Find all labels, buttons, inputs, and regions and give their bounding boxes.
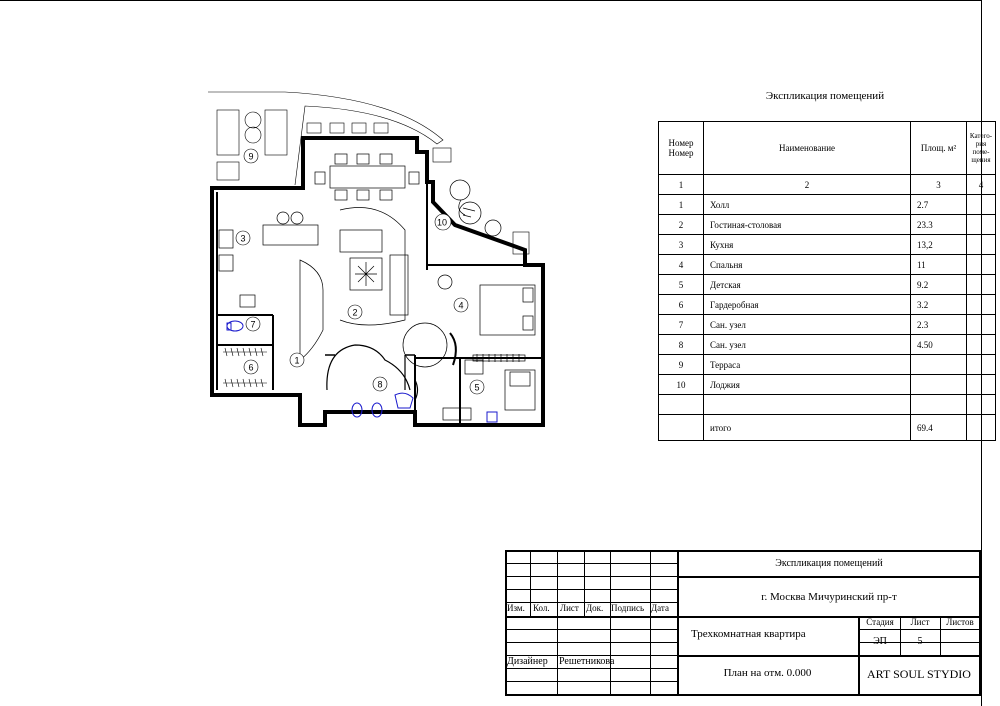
row-area: 9.2 [911, 275, 967, 295]
table-row [659, 215, 996, 235]
row-name: Гостиная-столовая [704, 215, 911, 235]
row-number: 10 [659, 375, 704, 395]
row-number: 2 [659, 215, 704, 235]
header-name: Наименование [704, 122, 911, 175]
table-row [659, 235, 996, 255]
room-number-4: 4 [458, 300, 464, 311]
row-name [704, 395, 911, 415]
row-number: 9 [659, 355, 704, 375]
room-marker-10 [435, 214, 451, 230]
row-area: 23.3 [911, 215, 967, 235]
room-number-6: 6 [248, 362, 254, 373]
room-number-1: 1 [294, 355, 300, 366]
header-area: Площ. м² [911, 122, 967, 175]
column-number: 2 [704, 175, 911, 195]
row-name: Сан. узел [704, 315, 911, 335]
stamp-project: Трехкомнатная квартира [691, 628, 806, 640]
row-number: 7 [659, 315, 704, 335]
row-area: 4.50 [911, 335, 967, 355]
column-number: 3 [911, 175, 967, 195]
room-marker-5 [470, 380, 484, 394]
table-row [659, 315, 996, 335]
row-name: Гардеробная [704, 295, 911, 315]
room-marker-4 [454, 298, 468, 312]
terrace-loungers [217, 110, 287, 155]
room-number-10: 10 [437, 217, 448, 228]
col-header-izm: Изм. [507, 603, 525, 613]
room-number-3: 3 [240, 233, 246, 244]
table-row [659, 195, 996, 215]
sheet-top-border [0, 0, 981, 1]
table-row [659, 395, 996, 415]
row-number: 1 [659, 195, 704, 215]
table-row [659, 355, 996, 375]
room-marker-8 [373, 377, 387, 391]
header-category: Катего-рия поме-щения [967, 122, 996, 175]
row-area: 3.2 [911, 295, 967, 315]
row-category [967, 395, 996, 415]
header-number-line2: Номер [668, 148, 694, 158]
room-number-8: 8 [377, 379, 383, 390]
row-number: 4 [659, 255, 704, 275]
stamp-sheet-title: План на отм. 0.000 [723, 667, 812, 679]
table-row [659, 295, 996, 315]
row-category [967, 295, 996, 315]
title-block [505, 550, 981, 696]
explication-table [658, 121, 996, 441]
col-header-kol: Кол. [533, 603, 550, 613]
row-category [967, 235, 996, 255]
row-name: Сан. узел [704, 335, 911, 355]
studio-name: ART SOUL STYDIO [867, 667, 971, 681]
row-category [967, 315, 996, 335]
room-marker-9 [244, 149, 258, 163]
room-marker-3 [236, 231, 250, 245]
row-category [967, 335, 996, 355]
stamp-address: г. Москва Мичуринский пр-т [761, 591, 897, 603]
bedroom-furniture [403, 275, 535, 367]
row-category [967, 215, 996, 235]
row-category [967, 375, 996, 395]
bathroom-8 [327, 345, 418, 400]
row-area: 11 [911, 255, 967, 275]
total-area: 69.4 [911, 415, 967, 441]
stamp-title: Экспликация помещений [775, 558, 883, 569]
stage-value: ЭП [873, 636, 887, 647]
room-marker-7 [246, 317, 260, 331]
designer-label: Дизайнер [507, 656, 548, 667]
col-header-data: Дата [651, 603, 669, 613]
table-row [659, 375, 996, 395]
living-furniture [263, 208, 408, 361]
row-number: 5 [659, 275, 704, 295]
room-number-9: 9 [248, 151, 254, 162]
room-marker-1 [290, 353, 304, 367]
kids-room-furniture [443, 354, 535, 420]
table-row [659, 255, 996, 275]
row-name: Спальня [704, 255, 911, 275]
stage-label: Стадия [866, 617, 894, 627]
header-number-line1: Номер [668, 138, 694, 148]
table-row [659, 275, 996, 295]
room-number-5: 5 [474, 382, 480, 393]
row-name: Кухня [704, 235, 911, 255]
total-label: итого [704, 415, 911, 441]
row-area: 2.3 [911, 315, 967, 335]
dining-table [315, 154, 419, 200]
row-area [911, 375, 967, 395]
sheets-label: Листов [946, 617, 974, 627]
column-number: 1 [659, 175, 704, 195]
row-area [911, 355, 967, 375]
row-category [967, 355, 996, 375]
row-area: 2.7 [911, 195, 967, 215]
col-header-dok: Док. [586, 603, 604, 613]
row-category [967, 255, 996, 275]
col-header-list: Лист [560, 603, 579, 613]
row-area: 13,2 [911, 235, 967, 255]
row-number: 3 [659, 235, 704, 255]
total-number [659, 415, 704, 441]
table-row [659, 335, 996, 355]
row-category [967, 275, 996, 295]
floor-plan [205, 90, 555, 435]
total-category [967, 415, 996, 441]
total-row [659, 415, 996, 441]
row-number: 6 [659, 295, 704, 315]
designer-name: Решетникова [559, 656, 615, 667]
row-number [659, 395, 704, 415]
table-header-row [659, 122, 996, 175]
room-marker-2 [348, 305, 362, 319]
room-marker-6 [244, 360, 258, 374]
row-name: Холл [704, 195, 911, 215]
row-number: 8 [659, 335, 704, 355]
row-name: Лоджия [704, 375, 911, 395]
room-number-2: 2 [352, 307, 358, 318]
row-name: Терраса [704, 355, 911, 375]
row-name: Детская [704, 275, 911, 295]
room-number-7: 7 [250, 319, 256, 330]
explication-title: Экспликация помещений [765, 90, 885, 102]
column-number: 4 [967, 175, 996, 195]
sheet-label: Лист [910, 617, 930, 627]
column-number-row [659, 175, 996, 195]
sheet-value: 5 [917, 636, 923, 647]
row-area [911, 395, 967, 415]
header-number [659, 122, 704, 175]
row-category [967, 195, 996, 215]
col-header-podpis: Подпись [611, 603, 645, 613]
